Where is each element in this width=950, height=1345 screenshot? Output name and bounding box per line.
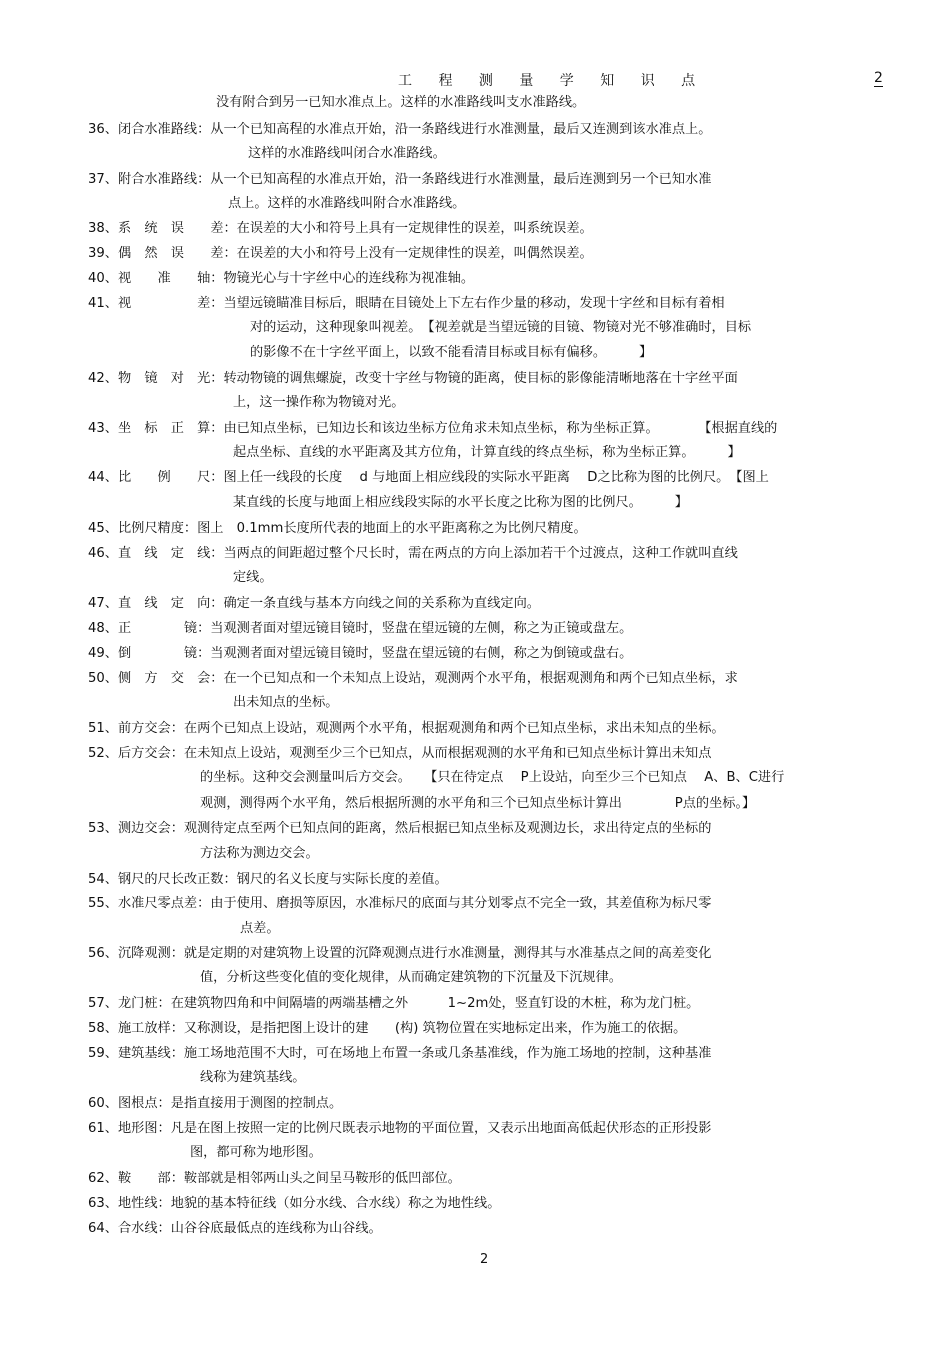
text-line: 55、水准尺零点差：由于使用、磨损等原因，水准标尺的底面与其分划零点不完全一致，其差值称为标尺零 — [88, 896, 712, 911]
text-line: 图，都可称为地形图。 — [190, 1145, 322, 1160]
text-line: 没有附合到另一已知水准点上。这样的水准路线叫支水准路线。 — [216, 95, 586, 110]
header-title: 工 程 测 量 学 知 识 点 — [398, 73, 707, 89]
text-line: 61、地形图：凡是在图上按照一定的比例尺既表示地物的平面位置，又表示出地面高低起伏形态的正形投影 — [88, 1121, 712, 1136]
text-line: 43、坐 标 正 算：由已知点坐标，已知边长和该边坐标方位角求未知点坐标，称为坐标正算。 【根据直线的 — [88, 421, 778, 436]
text-line: 58、施工放样：又称测设，是指把图上设计的建 (构) 筑物位置在实地标定出来，作为施工的依据。 — [88, 1021, 687, 1036]
text-line: 57、龙门桩：在建筑物四角和中间隔墙的两端基槽之外 1~2m处，竖直钉设的木桩，称为龙门桩。 — [88, 996, 700, 1011]
text-line: 48、正 镜：当观测者面对望远镜目镜时，竖盘在望远镜的左侧，称之为正镜或盘左。 — [88, 621, 633, 636]
text-line: 62、鞍 部：鞍部就是相邻两山头之间呈马鞍形的低凹部位。 — [88, 1171, 461, 1186]
text-line: 观测，测得两个水平角，然后根据所测的水平角和三个已知点坐标计算出 P点的坐标。】 — [200, 796, 756, 811]
text-line: 38、系 统 误 差：在误差的大小和符号上具有一定规律性的误差，叫系统误差。 — [88, 221, 593, 236]
text-line: 50、侧 方 交 会：在一个已知点和一个未知点上设站，观测两个水平角，根据观测角和两个已知点坐标，求 — [88, 671, 738, 686]
text-line: 52、后方交会：在未知点上设站，观测至少三个已知点，从而根据观测的水平角和已知点坐标计算出未知点 — [88, 746, 712, 761]
text-line: 出未知点的坐标。 — [233, 695, 339, 710]
header-page-mark: 2 — [874, 70, 883, 86]
text-line: 方法称为测边交会。 — [200, 846, 319, 861]
text-line: 47、直 线 定 向：确定一条直线与基本方向线之间的关系称为直线定向。 — [88, 596, 540, 611]
text-line: 40、视 准 轴：物镜光心与十字丝中心的连线称为视准轴。 — [88, 271, 475, 286]
text-line: 36、闭合水准路线：从一个已知高程的水准点开始，沿一条路线进行水准测量，最后又连测到该水准点上。 — [88, 122, 712, 137]
text-line: 54、钢尺的尺长改正数：钢尺的名义长度与实际长度的差值。 — [88, 872, 448, 887]
text-line: 53、测边交会：观测待定点至两个已知点间的距离，然后根据已知点坐标及观测边长，求出待定点的坐标的 — [88, 821, 712, 836]
text-line: 点上。这样的水准路线叫附合水准路线。 — [228, 196, 466, 211]
text-line: 59、建筑基线：施工场地范围不大时，可在场地上布置一条或几条基准线，作为施工场地的控制，这种基准 — [88, 1046, 712, 1061]
text-line: 49、倒 镜：当观测者面对望远镜目镜时，竖盘在望远镜的右侧，称之为倒镜或盘右。 — [88, 646, 633, 661]
text-line: 42、物 镜 对 光：转动物镜的调焦螺旋，改变十字丝与物镜的距离，使目标的影像能清晰地落在十字丝平面 — [88, 371, 738, 386]
text-line: 的坐标。这种交会测量叫后方交会。 【只在待定点 P上设站，向至少三个已知点 A、B、C进行 — [200, 770, 785, 785]
text-line: 45、比例尺精度：图上 0.1mm长度所代表的地面上的水平距离称之为比例尺精度。 — [88, 521, 587, 536]
text-line: 39、偶 然 误 差：在误差的大小和符号上没有一定规律性的误差，叫偶然误差。 — [88, 246, 593, 261]
text-line: 64、合水线：山谷谷底最低点的连线称为山谷线。 — [88, 1221, 382, 1236]
text-line: 的影像不在十字丝平面上，以致不能看清目标或目标有偏移。 】 — [250, 345, 653, 360]
text-line: 46、直 线 定 线：当两点的间距超过整个尺长时，需在两点的方向上添加若干个过渡点，这种工作就叫直线 — [88, 546, 738, 561]
text-line: 56、沉降观测：就是定期的对建筑物上设置的沉降观测点进行水准测量，测得其与水准基点之间的高差变化 — [88, 946, 712, 961]
text-line: 线称为建筑基线。 — [200, 1070, 306, 1085]
text-line: 起点坐标、直线的水平距离及其方位角，计算直线的终点坐标，称为坐标正算。 】 — [233, 445, 741, 460]
text-line: 37、附合水准路线：从一个已知高程的水准点开始，沿一条路线进行水准测量，最后连测到另一个已知水准 — [88, 172, 712, 187]
text-line: 定线。 — [233, 570, 273, 585]
text-line: 41、视 差：当望远镜瞄准目标后，眼睛在目镜处上下左右作少量的移动，发现十字丝和目标有着相 — [88, 296, 725, 311]
text-line: 44、比 例 尺：图上任一线段的长度 d 与地面上相应线段的实际水平距离 D之比称为图的比例尺。 【图上 — [88, 470, 769, 485]
text-line: 值，分析这些变化值的变化规律，从而确定建筑物的下沉量及下沉规律。 — [200, 970, 622, 985]
text-line: 这样的水准路线叫闭合水准路线。 — [248, 146, 446, 161]
page-header — [0, 70, 950, 92]
text-line: 63、地性线：地貌的基本特征线（如分水线、合水线）称之为地性线。 — [88, 1196, 501, 1211]
text-line: 某直线的长度与地面上相应线段实际的水平长度之比称为图的比例尺。 】 — [233, 495, 688, 510]
text-line: 点差。 — [240, 921, 280, 936]
text-line: 对的运动，这种现象叫视差。 【视差就是当望远镜的目镜、物镜对光不够准确时，目标 — [250, 320, 752, 335]
text-line: 51、前方交会：在两个已知点上设站，观测两个水平角，根据观测角和两个已知点坐标，求出未知点的坐标。 — [88, 721, 725, 736]
page-number: 2 — [480, 1252, 489, 1267]
text-line: 60、图根点：是指直接用于测图的控制点。 — [88, 1096, 343, 1111]
text-line: 上，这一操作称为物镜对光。 — [233, 395, 405, 410]
